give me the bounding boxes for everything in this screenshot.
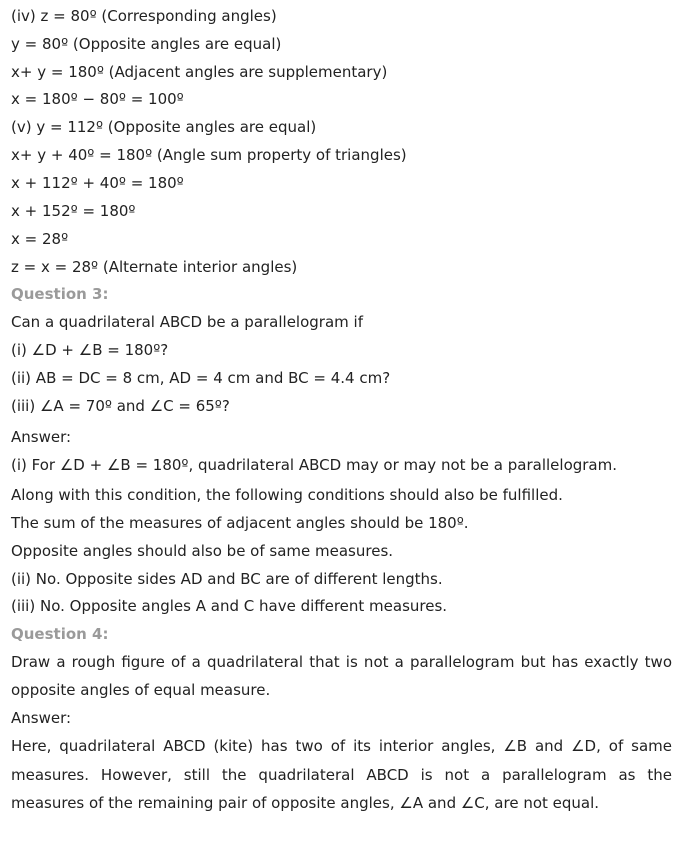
text-line: (iv) z = 80º (Corresponding angles) xyxy=(11,7,277,25)
text-line: x = 28º xyxy=(11,230,69,248)
answer-label: Answer: xyxy=(11,428,72,446)
text-line: measures of the remaining pair of opposite angles, ∠A and ∠C, are not equal. xyxy=(11,794,600,812)
answer-label: Answer: xyxy=(11,709,72,727)
text-line: x + 152º = 180º xyxy=(11,202,136,220)
text-line: (i) For ∠D + ∠B = 180º, quadrilateral ABCD may or may not be a parallelogram. xyxy=(11,456,618,474)
question-3-heading: Question 3: xyxy=(11,285,109,303)
text-line: z = x = 28º (Alternate interior angles) xyxy=(11,258,298,276)
text-line: (iii) No. Opposite angles A and C have different measures. xyxy=(11,597,448,615)
text-line: Draw a rough figure of a quadrilateral that is not a parallelogram but has exactly two xyxy=(11,653,672,671)
text-line: (v) y = 112º (Opposite angles are equal) xyxy=(11,118,317,136)
text-line: x = 180º − 80º = 100º xyxy=(11,90,184,108)
text-line: The sum of the measures of adjacent angles should be 180º. xyxy=(11,514,469,532)
text-line: x+ y + 40º = 180º (Angle sum property of triangles) xyxy=(11,146,407,164)
text-line: y = 80º (Opposite angles are equal) xyxy=(11,35,282,53)
text-line: measures. However, still the quadrilateral ABCD is not a parallelogram as the xyxy=(11,766,672,784)
question-4-heading: Question 4: xyxy=(11,625,109,643)
text-line: Opposite angles should also be of same measures. xyxy=(11,542,394,560)
text-line: opposite angles of equal measure. xyxy=(11,681,271,699)
text-line: x+ y = 180º (Adjacent angles are supplementary) xyxy=(11,63,388,81)
text-line: x + 112º + 40º = 180º xyxy=(11,174,184,192)
text-line: (ii) AB = DC = 8 cm, AD = 4 cm and BC = 4.4 cm? xyxy=(11,369,391,387)
text-line: Can a quadrilateral ABCD be a parallelogram if xyxy=(11,313,363,331)
text-line: (iii) ∠A = 70º and ∠C = 65º? xyxy=(11,397,230,415)
text-line: Here, quadrilateral ABCD (kite) has two of its interior angles, ∠B and ∠D, of same xyxy=(11,737,672,755)
text-line: Along with this condition, the following conditions should also be fulfilled. xyxy=(11,486,563,504)
text-line: (ii) No. Opposite sides AD and BC are of different lengths. xyxy=(11,570,443,588)
text-line: (i) ∠D + ∠B = 180º? xyxy=(11,341,169,359)
